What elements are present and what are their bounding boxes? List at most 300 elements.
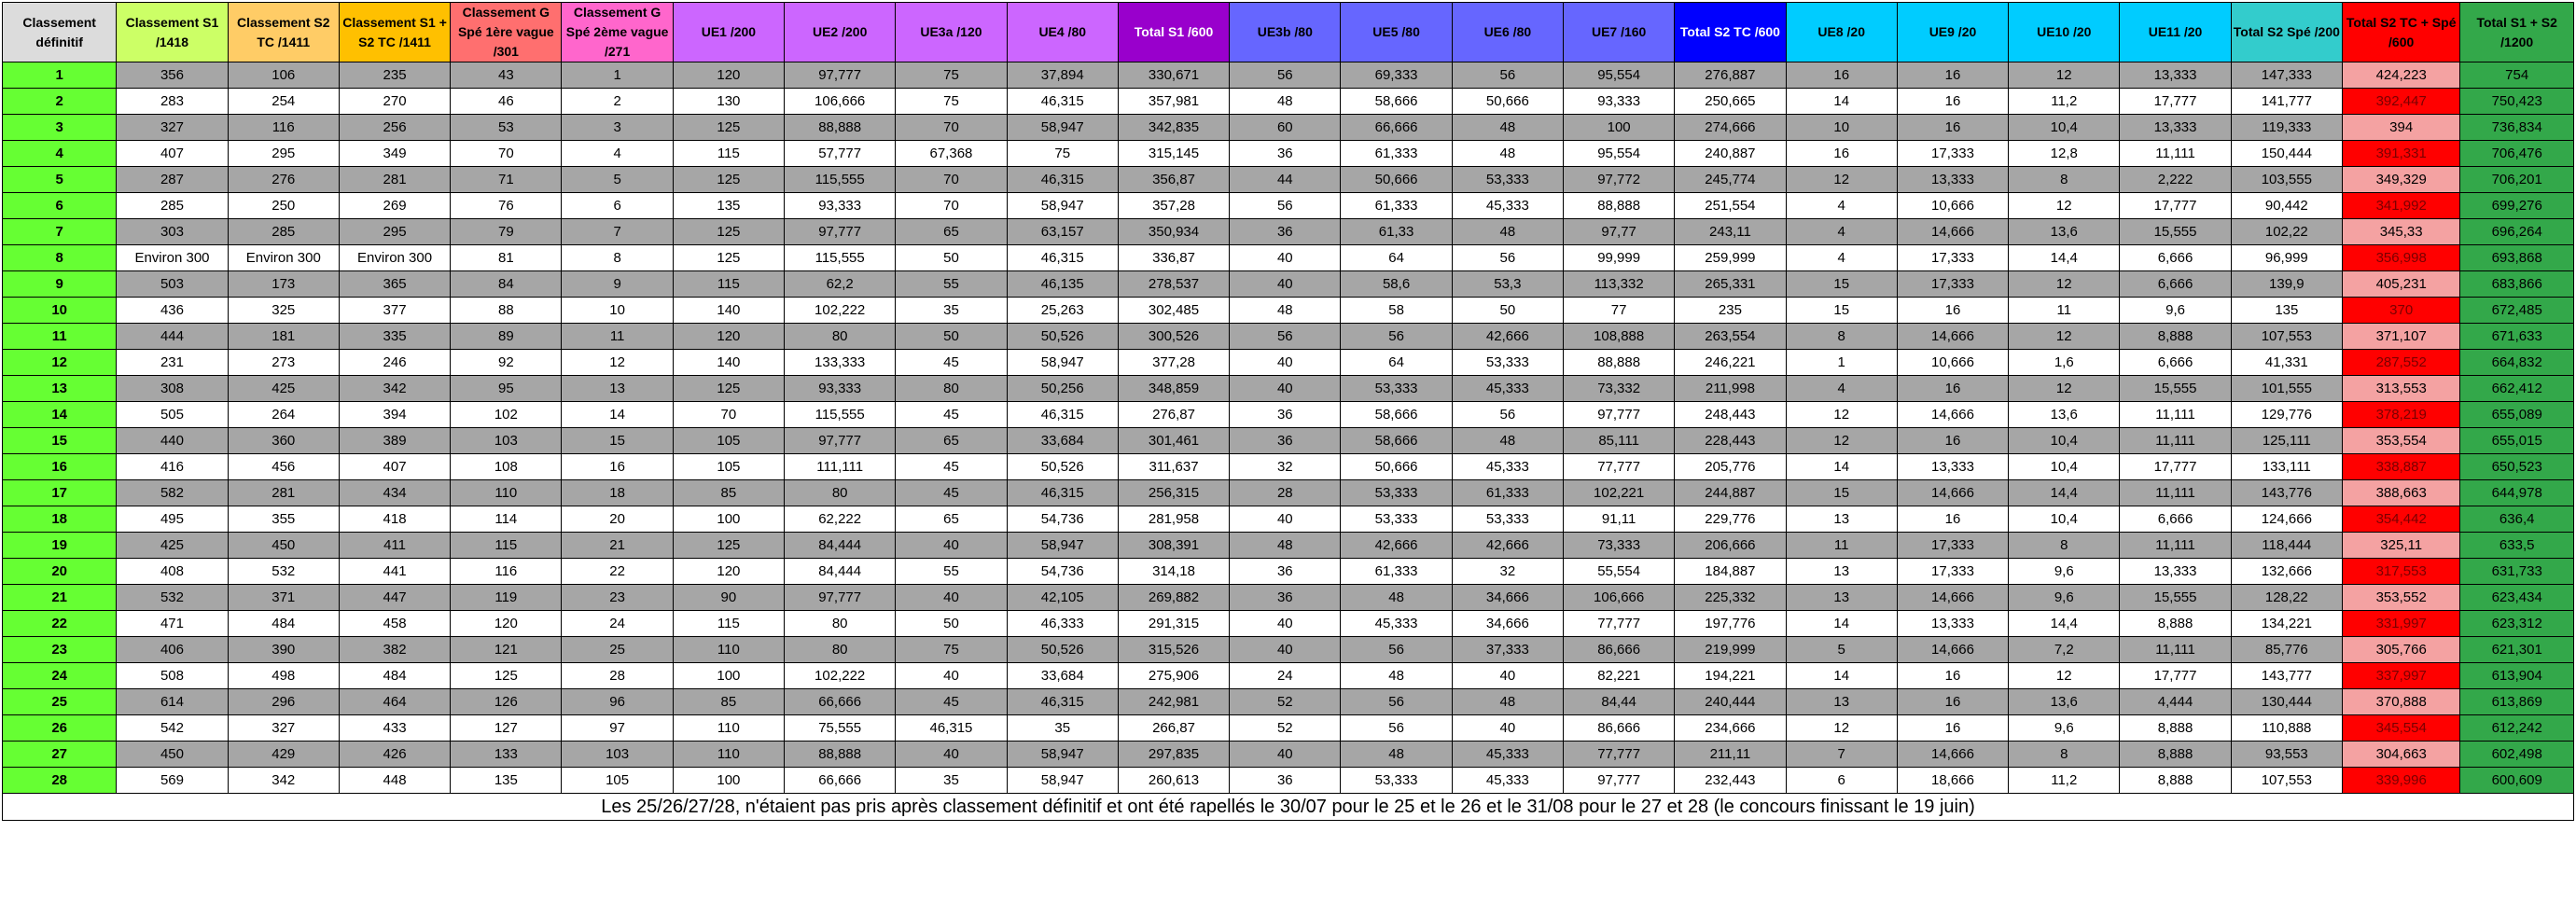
- column-header: Total S2 Spé /200: [2231, 3, 2342, 62]
- data-cell: 100: [1564, 115, 1675, 141]
- data-cell: 17,333: [1897, 245, 2008, 271]
- data-cell: 325,11: [2342, 533, 2459, 559]
- data-cell: 532: [117, 585, 228, 611]
- rank-cell: 10: [3, 298, 117, 324]
- data-cell: 15: [562, 428, 673, 454]
- data-cell: 12: [2009, 271, 2120, 298]
- data-cell: 12: [1786, 402, 1897, 428]
- data-cell: 80: [785, 324, 896, 350]
- data-cell: 58,947: [1007, 533, 1118, 559]
- data-cell: 119: [451, 585, 562, 611]
- data-cell: 48: [1341, 742, 1452, 768]
- data-cell: 97,777: [785, 219, 896, 245]
- data-cell: 14: [1786, 89, 1897, 115]
- data-cell: 243,11: [1675, 219, 1786, 245]
- data-cell: 291,315: [1118, 611, 1229, 637]
- data-cell: 70: [896, 193, 1007, 219]
- data-cell: 17,333: [1897, 533, 2008, 559]
- data-cell: 45: [896, 454, 1007, 480]
- data-cell: 40: [1230, 611, 1341, 637]
- data-cell: 45,333: [1341, 611, 1452, 637]
- data-cell: 64: [1341, 245, 1452, 271]
- data-cell: 250: [228, 193, 339, 219]
- data-cell: 118,444: [2231, 533, 2342, 559]
- column-header: UE11 /20: [2120, 3, 2231, 62]
- data-cell: 13: [1786, 689, 1897, 715]
- data-cell: 40: [896, 742, 1007, 768]
- data-cell: 147,333: [2231, 62, 2342, 89]
- data-cell: 16: [1897, 115, 2008, 141]
- data-cell: 9,6: [2120, 298, 2231, 324]
- data-cell: 259,999: [1675, 245, 1786, 271]
- table-row: [3, 376, 2574, 402]
- table-row: [3, 298, 2574, 324]
- data-cell: 7: [1786, 742, 1897, 768]
- data-cell: 84,44: [1564, 689, 1675, 715]
- data-cell: 97,777: [1564, 402, 1675, 428]
- data-cell: 6,666: [2120, 506, 2231, 533]
- data-cell: 219,999: [1675, 637, 1786, 663]
- data-cell: 12: [2009, 376, 2120, 402]
- ranking-table: [2, 2, 2574, 794]
- data-cell: 14: [1786, 611, 1897, 637]
- data-cell: 85,111: [1564, 428, 1675, 454]
- data-cell: 613,904: [2460, 663, 2574, 689]
- data-cell: 440: [117, 428, 228, 454]
- rank-cell: 1: [3, 62, 117, 89]
- table-row: [3, 585, 2574, 611]
- data-cell: 42,666: [1341, 533, 1452, 559]
- data-cell: 36: [1230, 402, 1341, 428]
- data-cell: 66,666: [785, 689, 896, 715]
- data-cell: 7: [562, 219, 673, 245]
- data-cell: 50,666: [1341, 454, 1452, 480]
- data-cell: 66,666: [785, 768, 896, 794]
- data-cell: 305,766: [2342, 637, 2459, 663]
- data-cell: 394: [2342, 115, 2459, 141]
- data-cell: 50: [896, 245, 1007, 271]
- data-cell: 48: [1341, 663, 1452, 689]
- data-cell: 14,666: [1897, 402, 2008, 428]
- data-cell: 40: [1230, 376, 1341, 402]
- data-cell: 106: [228, 62, 339, 89]
- data-cell: 229,776: [1675, 506, 1786, 533]
- data-cell: 133,333: [785, 350, 896, 376]
- data-cell: 14,666: [1897, 742, 2008, 768]
- data-cell: 4: [1786, 245, 1897, 271]
- data-cell: 377,28: [1118, 350, 1229, 376]
- data-cell: 28: [562, 663, 673, 689]
- data-cell: 140: [673, 298, 784, 324]
- data-cell: 11,111: [2120, 637, 2231, 663]
- data-cell: 275,906: [1118, 663, 1229, 689]
- data-cell: 302,485: [1118, 298, 1229, 324]
- data-cell: 8: [1786, 324, 1897, 350]
- data-cell: 45,333: [1452, 376, 1563, 402]
- data-cell: 36: [1230, 768, 1341, 794]
- data-cell: 211,11: [1675, 742, 1786, 768]
- data-cell: 61,333: [1452, 480, 1563, 506]
- data-cell: 50,526: [1007, 324, 1118, 350]
- data-cell: 120: [451, 611, 562, 637]
- table-row: [3, 402, 2574, 428]
- data-cell: 96: [562, 689, 673, 715]
- data-cell: 97,77: [1564, 219, 1675, 245]
- data-cell: 15: [1786, 271, 1897, 298]
- data-cell: 349: [339, 141, 450, 167]
- data-cell: 16: [1897, 376, 2008, 402]
- data-cell: 240,887: [1675, 141, 1786, 167]
- data-cell: 113,332: [1564, 271, 1675, 298]
- data-cell: 125: [673, 115, 784, 141]
- data-cell: 11,111: [2120, 428, 2231, 454]
- data-cell: 93,333: [1564, 89, 1675, 115]
- data-cell: 750,423: [2460, 89, 2574, 115]
- data-cell: 281: [339, 167, 450, 193]
- data-cell: 45,333: [1452, 768, 1563, 794]
- data-cell: 269,882: [1118, 585, 1229, 611]
- data-cell: 129,776: [2231, 402, 2342, 428]
- data-cell: 248,443: [1675, 402, 1786, 428]
- data-cell: 231: [117, 350, 228, 376]
- data-cell: 84,444: [785, 559, 896, 585]
- data-cell: 36: [1230, 585, 1341, 611]
- data-cell: 345,33: [2342, 219, 2459, 245]
- data-cell: 92: [451, 350, 562, 376]
- data-cell: Environ 300: [339, 245, 450, 271]
- data-cell: 388,663: [2342, 480, 2459, 506]
- data-cell: 17,777: [2120, 193, 2231, 219]
- data-cell: 124,666: [2231, 506, 2342, 533]
- data-cell: 4,444: [2120, 689, 2231, 715]
- data-cell: 8: [2009, 742, 2120, 768]
- data-cell: 56: [1452, 245, 1563, 271]
- data-cell: 106,666: [785, 89, 896, 115]
- data-cell: 56: [1341, 324, 1452, 350]
- data-cell: 95: [451, 376, 562, 402]
- data-cell: 13,333: [1897, 167, 2008, 193]
- column-header: Total S2 TC /600: [1675, 3, 1786, 62]
- rank-cell: 8: [3, 245, 117, 271]
- data-cell: 56: [1452, 62, 1563, 89]
- data-cell: 63,157: [1007, 219, 1118, 245]
- data-cell: 97,777: [785, 62, 896, 89]
- data-cell: 14,666: [1897, 637, 2008, 663]
- data-cell: 14: [562, 402, 673, 428]
- rank-cell: 25: [3, 689, 117, 715]
- data-cell: 314,18: [1118, 559, 1229, 585]
- column-header: Classement S2 TC /1411: [228, 3, 339, 62]
- data-cell: 13,333: [1897, 611, 2008, 637]
- data-cell: 93,333: [785, 193, 896, 219]
- data-cell: 339,996: [2342, 768, 2459, 794]
- data-cell: 389: [339, 428, 450, 454]
- data-cell: 119,333: [2231, 115, 2342, 141]
- data-cell: 3: [562, 115, 673, 141]
- data-cell: 58,6: [1341, 271, 1452, 298]
- data-cell: 10,666: [1897, 193, 2008, 219]
- data-cell: 32: [1452, 559, 1563, 585]
- data-cell: 97: [562, 715, 673, 742]
- data-cell: 36: [1230, 559, 1341, 585]
- data-cell: 55,554: [1564, 559, 1675, 585]
- data-cell: 23: [562, 585, 673, 611]
- data-cell: 345,554: [2342, 715, 2459, 742]
- rank-cell: 13: [3, 376, 117, 402]
- data-cell: 22: [562, 559, 673, 585]
- data-cell: 58,947: [1007, 193, 1118, 219]
- data-cell: 441: [339, 559, 450, 585]
- data-cell: 110,888: [2231, 715, 2342, 742]
- data-cell: 48: [1230, 298, 1341, 324]
- data-cell: 46,315: [1007, 167, 1118, 193]
- data-cell: 360: [228, 428, 339, 454]
- data-cell: 266,87: [1118, 715, 1229, 742]
- data-cell: 263,554: [1675, 324, 1786, 350]
- data-cell: 354,442: [2342, 506, 2459, 533]
- data-cell: 13: [1786, 585, 1897, 611]
- data-cell: 356,998: [2342, 245, 2459, 271]
- data-cell: 56: [1230, 324, 1341, 350]
- data-cell: 133: [451, 742, 562, 768]
- data-cell: 14,666: [1897, 324, 2008, 350]
- data-cell: 655,015: [2460, 428, 2574, 454]
- data-cell: 436: [117, 298, 228, 324]
- data-cell: 407: [117, 141, 228, 167]
- data-cell: 16: [1786, 141, 1897, 167]
- data-cell: 40: [1230, 350, 1341, 376]
- data-cell: 75: [896, 62, 1007, 89]
- data-cell: 125,111: [2231, 428, 2342, 454]
- data-cell: 128,22: [2231, 585, 2342, 611]
- data-cell: 143,776: [2231, 480, 2342, 506]
- data-cell: 14,666: [1897, 480, 2008, 506]
- data-cell: 353,554: [2342, 428, 2459, 454]
- data-cell: 251,554: [1675, 193, 1786, 219]
- data-cell: 13: [562, 376, 673, 402]
- data-cell: 120: [673, 62, 784, 89]
- data-cell: 50: [1452, 298, 1563, 324]
- data-cell: 235: [339, 62, 450, 89]
- data-cell: 418: [339, 506, 450, 533]
- data-cell: 37,333: [1452, 637, 1563, 663]
- data-cell: 264: [228, 402, 339, 428]
- data-cell: 357,981: [1118, 89, 1229, 115]
- data-cell: 11,111: [2120, 402, 2231, 428]
- data-cell: 276: [228, 167, 339, 193]
- data-cell: 4: [562, 141, 673, 167]
- data-cell: 317,553: [2342, 559, 2459, 585]
- data-cell: 46,315: [1007, 89, 1118, 115]
- data-cell: 115,555: [785, 167, 896, 193]
- data-cell: 28: [1230, 480, 1341, 506]
- data-cell: 569: [117, 768, 228, 794]
- data-cell: 256: [339, 115, 450, 141]
- data-cell: 55: [896, 271, 1007, 298]
- table-row: [3, 167, 2574, 193]
- data-cell: 88,888: [1564, 350, 1675, 376]
- column-header: Classement G Spé 1ère vague /301: [451, 3, 562, 62]
- table-row: [3, 245, 2574, 271]
- rank-cell: 2: [3, 89, 117, 115]
- data-cell: 621,301: [2460, 637, 2574, 663]
- rank-cell: 11: [3, 324, 117, 350]
- data-cell: 14,666: [1897, 585, 2008, 611]
- data-cell: 448: [339, 768, 450, 794]
- data-cell: 102,222: [785, 663, 896, 689]
- data-cell: 86,666: [1564, 715, 1675, 742]
- rank-cell: 14: [3, 402, 117, 428]
- data-cell: 80: [785, 480, 896, 506]
- data-cell: 125: [451, 663, 562, 689]
- data-cell: 73,332: [1564, 376, 1675, 402]
- table-row: [3, 350, 2574, 376]
- data-cell: 12: [2009, 62, 2120, 89]
- data-cell: 53: [451, 115, 562, 141]
- data-cell: 9,6: [2009, 715, 2120, 742]
- data-cell: 8,888: [2120, 611, 2231, 637]
- data-cell: 107,553: [2231, 768, 2342, 794]
- data-cell: 132,666: [2231, 559, 2342, 585]
- data-cell: 696,264: [2460, 219, 2574, 245]
- data-cell: 295: [228, 141, 339, 167]
- column-header: UE9 /20: [1897, 3, 2008, 62]
- data-cell: 2,222: [2120, 167, 2231, 193]
- data-cell: 134,221: [2231, 611, 2342, 637]
- data-cell: 97,772: [1564, 167, 1675, 193]
- data-cell: 582: [117, 480, 228, 506]
- column-header: UE5 /80: [1341, 3, 1452, 62]
- data-cell: 471: [117, 611, 228, 637]
- column-header: UE1 /200: [673, 3, 784, 62]
- data-cell: 35: [1007, 715, 1118, 742]
- data-cell: 33,684: [1007, 663, 1118, 689]
- column-header: Total S1 /600: [1118, 3, 1229, 62]
- data-cell: 61,333: [1341, 193, 1452, 219]
- data-cell: 77,777: [1564, 454, 1675, 480]
- data-cell: 13,333: [1897, 454, 2008, 480]
- data-cell: 184,887: [1675, 559, 1786, 585]
- data-cell: 281,958: [1118, 506, 1229, 533]
- data-cell: 77: [1564, 298, 1675, 324]
- data-cell: 100: [673, 506, 784, 533]
- data-cell: 633,5: [2460, 533, 2574, 559]
- data-cell: 300,526: [1118, 324, 1229, 350]
- data-cell: 1: [562, 62, 673, 89]
- data-cell: 242,981: [1118, 689, 1229, 715]
- table-row: [3, 689, 2574, 715]
- data-cell: 106,666: [1564, 585, 1675, 611]
- data-cell: 612,242: [2460, 715, 2574, 742]
- table-row: [3, 271, 2574, 298]
- data-cell: 382: [339, 637, 450, 663]
- column-header: Classement S1 /1418: [117, 3, 228, 62]
- data-cell: 1,6: [2009, 350, 2120, 376]
- data-cell: 75: [896, 89, 1007, 115]
- data-cell: 75: [1007, 141, 1118, 167]
- table-row: [3, 89, 2574, 115]
- data-cell: 43: [451, 62, 562, 89]
- data-cell: 424,223: [2342, 62, 2459, 89]
- data-cell: 50,666: [1452, 89, 1563, 115]
- data-cell: 4: [1786, 219, 1897, 245]
- table-row: [3, 611, 2574, 637]
- data-cell: 93,333: [785, 376, 896, 402]
- data-cell: 327: [228, 715, 339, 742]
- data-cell: 392,447: [2342, 89, 2459, 115]
- table-body: [3, 62, 2574, 794]
- data-cell: 15,555: [2120, 219, 2231, 245]
- data-cell: 357,28: [1118, 193, 1229, 219]
- data-cell: 45,333: [1452, 742, 1563, 768]
- data-cell: 260,613: [1118, 768, 1229, 794]
- data-cell: 250,665: [1675, 89, 1786, 115]
- data-cell: 55: [896, 559, 1007, 585]
- table-row: [3, 141, 2574, 167]
- data-cell: 16: [1897, 689, 2008, 715]
- data-cell: 36: [1230, 428, 1341, 454]
- data-cell: 411: [339, 533, 450, 559]
- data-cell: 58,666: [1341, 89, 1452, 115]
- data-cell: 12: [2009, 193, 2120, 219]
- data-cell: 103: [562, 742, 673, 768]
- data-cell: 337,997: [2342, 663, 2459, 689]
- data-cell: 139,9: [2231, 271, 2342, 298]
- rank-cell: 17: [3, 480, 117, 506]
- data-cell: 9,6: [2009, 559, 2120, 585]
- data-cell: 97,777: [785, 428, 896, 454]
- data-cell: 65: [896, 219, 1007, 245]
- data-cell: 10,666: [1897, 350, 2008, 376]
- data-cell: 50,666: [1341, 167, 1452, 193]
- column-header: Total S1 + S2 /1200: [2460, 3, 2574, 62]
- data-cell: 484: [339, 663, 450, 689]
- data-cell: 40: [1230, 245, 1341, 271]
- data-cell: 281: [228, 480, 339, 506]
- data-cell: Environ 300: [228, 245, 339, 271]
- data-cell: 18,666: [1897, 768, 2008, 794]
- data-cell: 6: [562, 193, 673, 219]
- data-cell: 53,333: [1452, 506, 1563, 533]
- data-cell: 456: [228, 454, 339, 480]
- data-cell: 12: [1786, 167, 1897, 193]
- data-cell: 6,666: [2120, 350, 2231, 376]
- data-cell: 405,231: [2342, 271, 2459, 298]
- data-cell: 287: [117, 167, 228, 193]
- data-cell: 79: [451, 219, 562, 245]
- data-cell: 56: [1341, 637, 1452, 663]
- data-cell: 100: [673, 663, 784, 689]
- data-cell: 16: [1897, 298, 2008, 324]
- data-cell: 16: [1897, 89, 2008, 115]
- data-cell: 50: [896, 611, 1007, 637]
- data-cell: 10,4: [2009, 506, 2120, 533]
- data-cell: 276,87: [1118, 402, 1229, 428]
- data-cell: 269: [339, 193, 450, 219]
- data-cell: 503: [117, 271, 228, 298]
- data-cell: 464: [339, 689, 450, 715]
- data-cell: 130,444: [2231, 689, 2342, 715]
- rank-cell: 12: [3, 350, 117, 376]
- rank-cell: 5: [3, 167, 117, 193]
- table-row: [3, 324, 2574, 350]
- data-cell: 53,333: [1452, 350, 1563, 376]
- table-row: [3, 742, 2574, 768]
- data-cell: 315,145: [1118, 141, 1229, 167]
- data-cell: 484: [228, 611, 339, 637]
- data-cell: 9,6: [2009, 585, 2120, 611]
- data-cell: 6: [1786, 768, 1897, 794]
